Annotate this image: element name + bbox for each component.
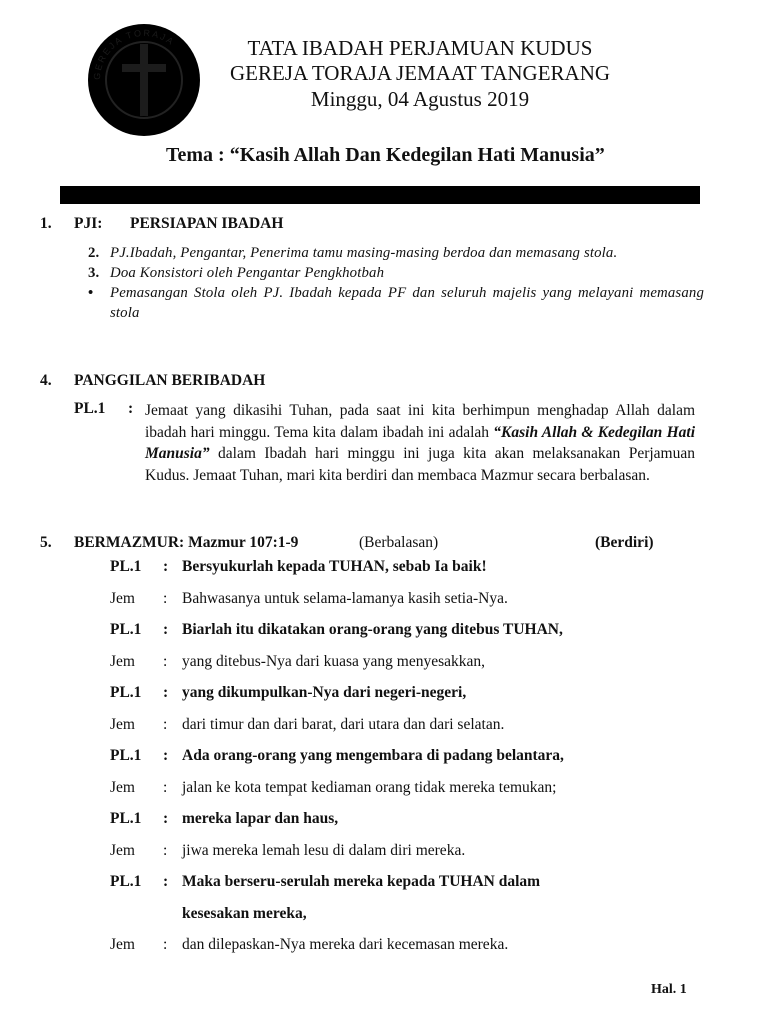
reading-speaker: Jem xyxy=(110,936,135,953)
reading-row xyxy=(110,936,710,968)
item-bullet: • xyxy=(88,285,94,301)
reading-text: Bahwasanya untuk selama-lamanya kasih setia-Nya. xyxy=(182,589,508,607)
reading-colon: : xyxy=(163,936,168,953)
responsive-reading xyxy=(110,558,710,968)
section-1-title: PERSIAPAN IBADAH xyxy=(130,215,284,232)
item-text: PJ.Ibadah, Pengantar, Penerima tamu masing-masing berdoa dan memasang stola. xyxy=(110,245,618,261)
reading-colon: : xyxy=(163,715,168,733)
logo-ring-text: GEREJA TORAJA xyxy=(91,27,177,81)
reading-row xyxy=(110,684,710,716)
preparation-item xyxy=(88,283,704,323)
section-5-number: 5. xyxy=(40,534,52,551)
section-5-posture: (Berdiri) xyxy=(595,534,654,551)
reading-row xyxy=(110,621,710,653)
section-4-number: 4. xyxy=(40,372,52,389)
reading-speaker: Jem xyxy=(110,589,135,607)
reading-colon: : xyxy=(163,589,168,607)
reading-speaker: PL.1 xyxy=(110,747,142,764)
reading-speaker: Jem xyxy=(110,778,135,796)
preparation-item xyxy=(88,243,704,263)
preparation-list xyxy=(88,243,704,323)
reading-colon: : xyxy=(163,747,169,764)
reading-speaker: Jem xyxy=(110,652,135,670)
reading-row xyxy=(110,653,710,685)
title-line-2: GEREJA TORAJA JEMAAT TANGERANG xyxy=(229,61,611,85)
call-text-after: dalam Ibadah hari minggu ini juga kita akan melaksanakan Perjamuan Kudus. Jemaat Tuhan, mari kita berdiri dan membaca Mazmur secara berbalasan. xyxy=(145,445,695,484)
reading-speaker: Jem xyxy=(110,715,135,733)
title-line-1: TATA IBADAH PERJAMUAN KUDUS xyxy=(247,36,593,60)
reading-text: Ada orang-orang yang mengembara di padang belantara, xyxy=(182,747,564,764)
call-theme-emphasis: “Kasih Allah & Kedegilan Hati Manusia” xyxy=(145,423,695,462)
reading-colon: : xyxy=(163,684,169,701)
section-4-title: PANGGILAN BERIBADAH xyxy=(74,372,266,389)
reading-colon: : xyxy=(163,810,169,827)
reading-text: dari timur dan dari barat, dari utara dan dari selatan. xyxy=(182,715,505,733)
reading-text: Maka berseru-serulah mereka kepada TUHAN dalam xyxy=(182,873,541,890)
divider-bar xyxy=(60,186,700,204)
reading-text: mereka lapar dan haus, xyxy=(182,810,339,827)
page-number: Hal. 1 xyxy=(651,982,687,997)
reading-colon: : xyxy=(163,558,169,575)
reading-speaker: PL.1 xyxy=(110,684,142,701)
item-text: Pemasangan Stola oleh PJ. Ibadah kepada PF dan seluruh majelis yang melayani memasang stola xyxy=(110,285,704,321)
reading-row xyxy=(110,873,710,905)
theme-line: Tema : “Kasih Allah Dan Kedegilan Hati Manusia” xyxy=(166,144,605,166)
reading-text: Bersyukurlah kepada TUHAN, sebab Ia baik! xyxy=(182,558,487,575)
call-text-before: Jemaat yang dikasihi Tuhan, pada saat ini kita berhimpun menghadap Allah dalam ibadah hari minggu. Tema kita dalam ibadah ini adalah xyxy=(145,402,695,441)
call-colon: : xyxy=(128,400,134,417)
reading-text: kesesakan mereka, xyxy=(182,904,307,922)
call-paragraph xyxy=(145,400,695,486)
reading-row xyxy=(110,716,710,748)
item-text: Doa Konsistori oleh Pengantar Pengkhotbah xyxy=(110,265,385,281)
preparation-item xyxy=(88,263,704,283)
service-date: Minggu, 04 Agustus 2019 xyxy=(310,87,530,111)
reading-text: dan dilepaskan-Nya mereka dari kecemasan mereka. xyxy=(182,936,509,953)
item-marker: 2. xyxy=(88,245,100,261)
section-1-number: 1. xyxy=(40,215,52,232)
reading-row xyxy=(110,747,710,779)
reading-speaker: PL.1 xyxy=(110,621,142,638)
reading-colon: : xyxy=(163,652,168,670)
reading-colon: : xyxy=(163,778,168,796)
reading-colon: : xyxy=(163,873,169,890)
reading-text: yang dikumpulkan-Nya dari negeri-negeri, xyxy=(182,684,467,701)
item-marker: 3. xyxy=(88,265,100,281)
reading-row xyxy=(110,779,710,811)
section-5-note: (Berbalasan) xyxy=(359,534,439,551)
section-5-title: BERMAZMUR: Mazmur 107:1-9 xyxy=(74,534,299,551)
reading-text: jalan ke kota tempat kediaman orang tidak mereka temukan; xyxy=(182,778,557,796)
reading-row xyxy=(110,810,710,842)
reading-speaker: PL.1 xyxy=(110,558,142,575)
reading-speaker: PL.1 xyxy=(110,873,142,890)
reading-row xyxy=(110,590,710,622)
reading-speaker: PL.1 xyxy=(110,810,142,827)
reading-speaker: Jem xyxy=(110,841,135,859)
reading-row xyxy=(110,842,710,874)
reading-colon: : xyxy=(163,621,169,638)
call-speaker: PL.1 xyxy=(74,400,106,417)
reading-row xyxy=(110,558,710,590)
reading-colon: : xyxy=(163,841,168,859)
section-1-code: PJI: xyxy=(74,215,103,232)
reading-text: jiwa mereka lemah lesu di dalam diri mereka. xyxy=(182,841,466,859)
reading-row xyxy=(110,905,710,937)
reading-text: Biarlah itu dikatakan orang-orang yang ditebus TUHAN, xyxy=(182,621,563,638)
reading-text: yang ditebus-Nya dari kuasa yang menyesakkan, xyxy=(182,652,486,670)
